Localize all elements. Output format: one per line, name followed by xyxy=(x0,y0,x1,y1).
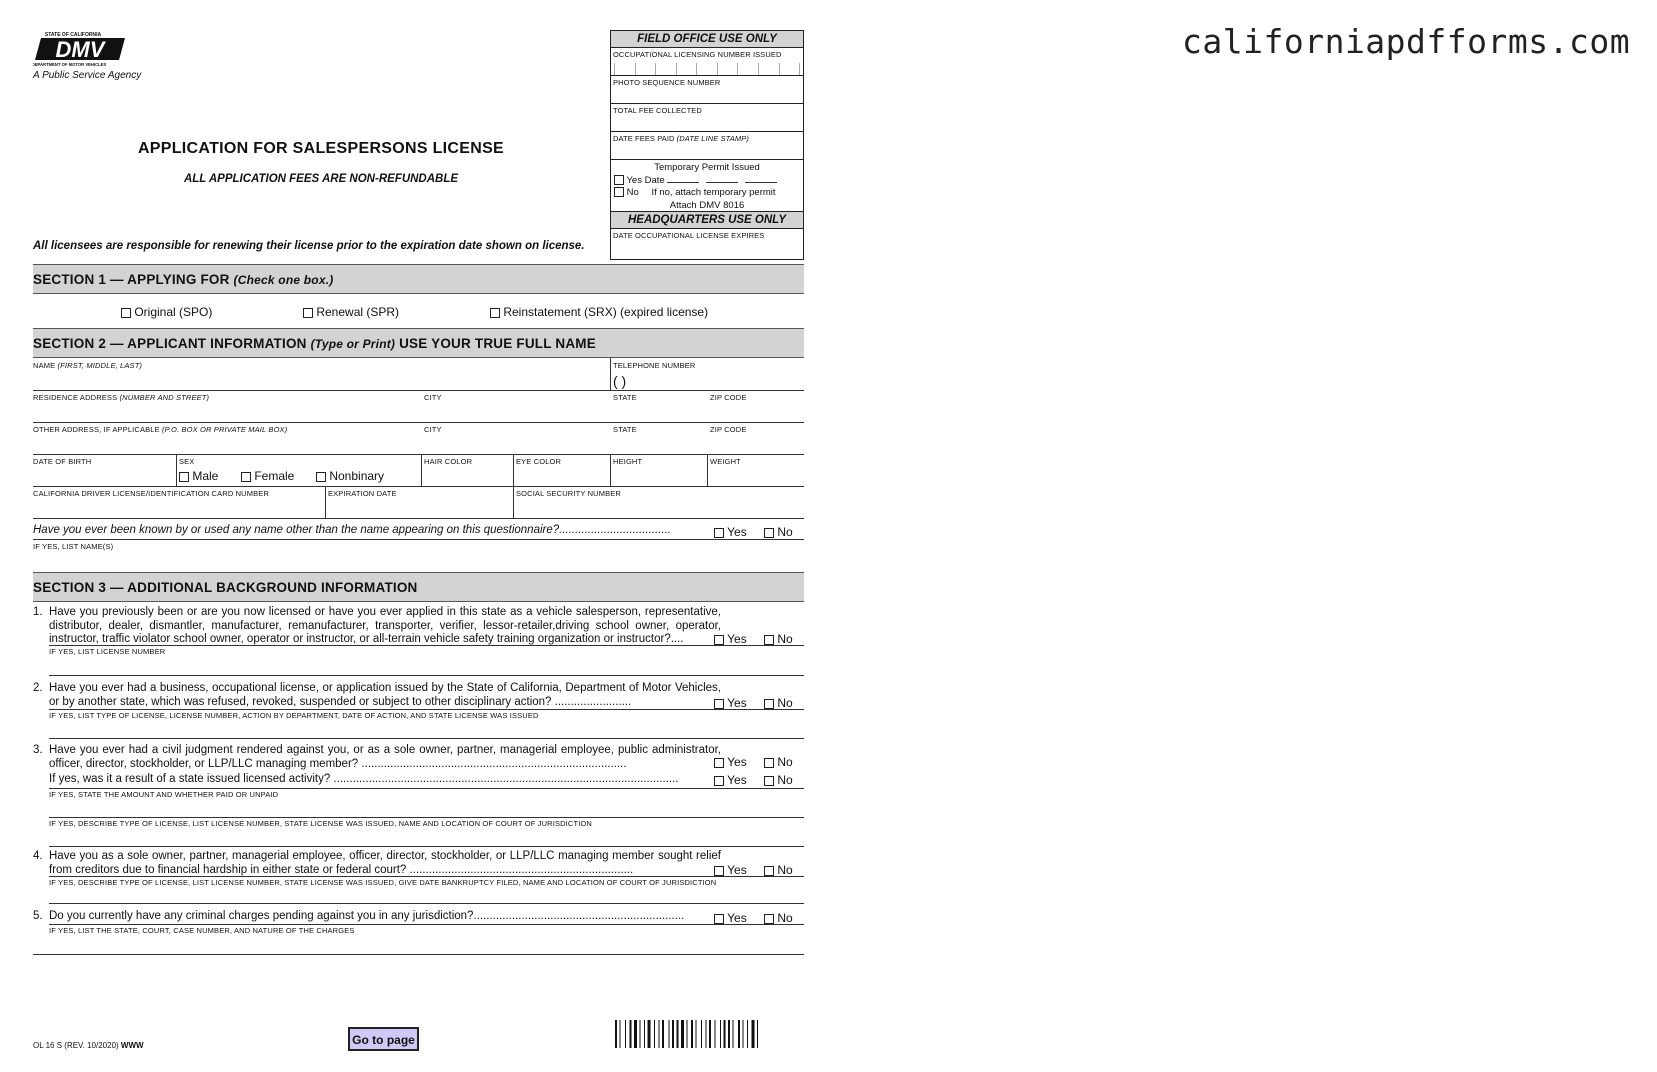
q1-yes[interactable]: Yes xyxy=(714,632,747,646)
question-1: 1. Have you previously been or are you now licensed or have you ever applied in this state as a vehicle salesperson, representative, distributor, dealer, dismantler, manufacturer, remanufacturer, transporter, verifier, lessor-retailer,driving school owner, operator, instructor, traffic violator school owner, operator or instructor, or all-terrain vehicle safety training organization or instructor?.... xyxy=(33,606,721,645)
barcode-bar xyxy=(625,1020,626,1048)
telephone-field[interactable] xyxy=(613,373,803,390)
question-5: 5. Do you currently have any criminal charges pending against you in any jurisdiction?.................................................................. xyxy=(33,910,685,922)
other-address-label: OTHER ADDRESS, IF APPLICABLE (P.O. BOX OR PRIVATE MAIL BOX) xyxy=(33,425,288,434)
name-label: NAME (FIRST, MIDDLE, LAST) xyxy=(33,361,143,370)
q2-no-checkbox[interactable] xyxy=(764,699,774,709)
q5-no-checkbox[interactable] xyxy=(764,914,774,924)
renewal-notice: All licensees are responsible for renewing their license prior to the expiration date shown on license. xyxy=(33,240,585,252)
renewal-checkbox[interactable] xyxy=(303,308,313,318)
digit-boxes xyxy=(614,63,800,75)
other-names-question: Have you ever been known by or used any name other than the name appearing on this questionnaire?................................... xyxy=(33,524,671,536)
q3b-no[interactable]: No xyxy=(764,773,793,787)
temp-permit-yes-checkbox[interactable] xyxy=(614,175,624,185)
option-reinstatement[interactable]: Reinstatement (SRX) (expired license) xyxy=(490,305,708,319)
height-label: HEIGHT xyxy=(613,457,643,466)
barcode-bar xyxy=(681,1020,684,1048)
sex-female-option[interactable]: Female xyxy=(241,469,294,483)
svg-text:STATE OF CALIFORNIA: STATE OF CALIFORNIA xyxy=(44,32,102,38)
reinstatement-checkbox[interactable] xyxy=(490,308,500,318)
residence-address-field[interactable] xyxy=(33,402,804,422)
barcode-bar xyxy=(728,1020,730,1048)
question-3: 3. Have you ever had a civil judgment rendered against you, or as a sole owner, partner, managerial employee, public administrator, officer, director, stockholder, or LLP/LLC managing member? ................................................................................... xyxy=(33,744,721,770)
eye-color-label: EYE COLOR xyxy=(516,457,562,466)
question-2: 2. Have you ever had a business, occupational license, or application issued by the State of California, Department of Motor Vehicles, or by another state, which was refused, revoked, suspended or subject to other disciplinary action? ........................ xyxy=(33,682,721,708)
other-names-no[interactable]: No xyxy=(764,525,793,539)
telephone-label: TELEPHONE NUMBER xyxy=(613,361,696,370)
male-checkbox[interactable] xyxy=(179,472,189,482)
q2-yes[interactable]: Yes xyxy=(714,696,747,710)
telephone-paren: ( ) xyxy=(613,373,627,389)
dmv-logo-icon xyxy=(33,30,133,68)
q3-no[interactable]: No xyxy=(764,755,793,769)
other-state-label: STATE xyxy=(613,425,637,434)
q4-no-checkbox[interactable] xyxy=(764,866,774,876)
other-names-yes-checkbox[interactable] xyxy=(714,528,724,538)
q5-sub-label: IF YES, LIST THE STATE, COURT, CASE NUMBER, AND NATURE OF THE CHARGES xyxy=(49,926,355,935)
barcode-bar xyxy=(743,1020,744,1048)
dmv-logo xyxy=(33,30,143,73)
form-subtitle: ALL APPLICATION FEES ARE NON-REFUNDABLE xyxy=(183,173,459,185)
female-checkbox[interactable] xyxy=(241,472,251,482)
q3-yes-checkbox[interactable] xyxy=(714,758,724,768)
q4-no[interactable]: No xyxy=(764,863,793,877)
nonbinary-checkbox[interactable] xyxy=(316,472,326,482)
residence-state-label: STATE xyxy=(613,393,637,402)
section1-header: SECTION 1 — APPLYING FOR (Check one box.) xyxy=(33,264,804,294)
occupational-number-cell[interactable]: OCCUPATIONAL LICENSING NUMBER ISSUED xyxy=(611,48,803,76)
svg-text:DEPARTMENT OF MOTOR VEHICLES: DEPARTMENT OF MOTOR VEHICLES xyxy=(33,62,107,67)
driver-license-label: CALIFORNIA DRIVER LICENSE/IDENTIFICATION CARD NUMBER xyxy=(33,489,270,498)
date-fees-paid-cell[interactable]: DATE FEES PAID (DATE LINE STAMP) xyxy=(611,132,803,160)
barcode-bar xyxy=(669,1020,670,1048)
barcode-bar xyxy=(752,1020,755,1048)
dob-label: DATE OF BIRTH xyxy=(33,457,92,466)
question-4: 4. Have you as a sole owner, partner, managerial employee, officer, director, stockholder, or LLP/LLC managing member sought relief from creditors due to financial hardship in either state or federal court? ...................................................................... xyxy=(33,850,721,876)
option-renewal[interactable]: Renewal (SPR) xyxy=(303,305,399,319)
barcode-bar xyxy=(738,1020,740,1048)
question-3b: If yes, was it a result of a state issued licensed activity? ............................................................................................................ xyxy=(49,773,679,785)
dmv-form xyxy=(33,30,804,1050)
residence-city-label: CITY xyxy=(424,393,442,402)
barcode-bar xyxy=(672,1020,674,1048)
q3b-no-checkbox[interactable] xyxy=(764,776,774,786)
q5-yes-checkbox[interactable] xyxy=(714,914,724,924)
barcode-bar xyxy=(701,1020,702,1048)
barcode-bar xyxy=(724,1020,726,1048)
barcode-bar xyxy=(634,1020,637,1048)
barcode-bar xyxy=(659,1020,660,1048)
barcode-bar xyxy=(747,1020,748,1048)
weight-label: WEIGHT xyxy=(710,457,741,466)
q1-yes-checkbox[interactable] xyxy=(714,635,724,645)
barcode-bar xyxy=(662,1020,664,1048)
svg-text:DMV: DMV xyxy=(55,37,105,62)
other-address-field[interactable] xyxy=(33,434,804,454)
q3-no-checkbox[interactable] xyxy=(764,758,774,768)
expiration-date-label: EXPIRATION DATE xyxy=(328,489,397,498)
name-field[interactable] xyxy=(33,363,608,390)
section2-header: SECTION 2 — APPLICANT INFORMATION (Type or Print) USE YOUR TRUE FULL NAME xyxy=(33,328,804,358)
q2-no[interactable]: No xyxy=(764,696,793,710)
q3b-yes-checkbox[interactable] xyxy=(714,776,724,786)
field-office-box xyxy=(610,30,804,260)
go-to-page-button[interactable]: Go to page xyxy=(348,1027,419,1051)
option-original[interactable]: Original (SPO) xyxy=(121,305,212,319)
other-city-label: CITY xyxy=(424,425,442,434)
form-number: OL 16 S (REV. 10/2020) WWW xyxy=(33,1041,144,1050)
watermark-text: californiapdfforms.com xyxy=(1182,22,1631,61)
q3-yes[interactable]: Yes xyxy=(714,755,747,769)
original-checkbox[interactable] xyxy=(121,308,131,318)
if-yes-names-label: IF YES, LIST NAME(S) xyxy=(33,542,114,551)
q4-yes-checkbox[interactable] xyxy=(714,866,724,876)
barcode-icon xyxy=(615,1020,804,1048)
temporary-permit-cell: Temporary Permit Issued Yes Date No If no, attach temporary permit Attach DMV 8016 xyxy=(611,160,803,212)
q4-yes[interactable]: Yes xyxy=(714,863,747,877)
q1-sub-label: IF YES, LIST LICENSE NUMBER xyxy=(49,647,166,656)
date-expires-cell[interactable]: DATE OCCUPATIONAL LICENSE EXPIRES xyxy=(613,231,765,240)
sex-label: SEX xyxy=(179,457,195,466)
barcode-bar xyxy=(757,1020,758,1048)
barcode-bar xyxy=(640,1020,641,1048)
agency-tagline: A Public Service Agency xyxy=(33,70,142,81)
residence-label: RESIDENCE ADDRESS (NUMBER AND STREET) xyxy=(33,393,210,402)
barcode-bar xyxy=(715,1020,716,1048)
headquarters-heading: HEADQUARTERS USE ONLY xyxy=(611,212,803,229)
barcode-bar xyxy=(706,1020,707,1048)
barcode-bar xyxy=(677,1020,679,1048)
barcode-bar xyxy=(654,1020,655,1048)
q3b-yes[interactable]: Yes xyxy=(714,773,747,787)
other-names-no-checkbox[interactable] xyxy=(764,528,774,538)
form-title: APPLICATION FOR SALESPERSONS LICENSE xyxy=(137,140,505,157)
barcode-bar xyxy=(620,1020,621,1048)
other-names-yes[interactable]: Yes xyxy=(714,525,747,539)
section3-header: SECTION 3 — ADDITIONAL BACKGROUND INFORMATION xyxy=(33,572,804,602)
q2-yes-checkbox[interactable] xyxy=(714,699,724,709)
q5-no[interactable]: No xyxy=(764,911,793,925)
barcode-bar xyxy=(709,1020,711,1048)
q1-no[interactable]: No xyxy=(764,632,793,646)
barcode-bar xyxy=(648,1020,651,1048)
hair-color-label: HAIR COLOR xyxy=(424,457,473,466)
barcode-bar xyxy=(691,1020,693,1048)
barcode-bar xyxy=(644,1020,645,1048)
barcode-bar xyxy=(733,1020,734,1048)
q3-sub-label-2: IF YES, DESCRIBE TYPE OF LICENSE, LIST LICENSE NUMBER, STATE LICENSE WAS ISSUED, NAME AND LOCATION OF COURT OF JURISDICTION xyxy=(49,819,592,828)
photo-sequence-cell[interactable]: PHOTO SEQUENCE NUMBER xyxy=(611,76,803,104)
other-zip-label: ZIP CODE xyxy=(710,425,747,434)
total-fee-cell[interactable]: TOTAL FEE COLLECTED xyxy=(611,104,803,132)
residence-zip-label: ZIP CODE xyxy=(710,393,747,402)
q5-yes[interactable]: Yes xyxy=(714,911,747,925)
barcode-bar xyxy=(630,1020,632,1048)
sex-nonbinary-option[interactable]: Nonbinary xyxy=(316,469,384,483)
field-office-heading: FIELD OFFICE USE ONLY xyxy=(611,31,803,48)
barcode-bar xyxy=(615,1020,617,1048)
barcode-bar xyxy=(720,1020,721,1048)
q3-sub-label-1: IF YES, STATE THE AMOUNT AND WHETHER PAID OR UNPAID xyxy=(49,790,279,799)
sex-male-option[interactable]: Male xyxy=(179,469,218,483)
q2-sub-label: IF YES, LIST TYPE OF LICENSE, LICENSE NUMBER, ACTION BY DEPARTMENT, DATE OF ACTION, AND STATE LICENSE WAS ISSUED xyxy=(49,711,539,720)
temp-permit-no-checkbox[interactable] xyxy=(614,187,624,197)
ssn-label: SOCIAL SECURITY NUMBER xyxy=(516,489,621,498)
q1-no-checkbox[interactable] xyxy=(764,635,774,645)
barcode-bar xyxy=(696,1020,697,1048)
q4-sub-label: IF YES, DESCRIBE TYPE OF LICENSE, LIST LICENSE NUMBER, STATE LICENSE WAS ISSUED, GIVE DATE BANKRUPTCY FILED, NAME AND LOCATION OF COURT OF JURISDICTION xyxy=(49,878,717,887)
barcode-bar xyxy=(687,1020,688,1048)
